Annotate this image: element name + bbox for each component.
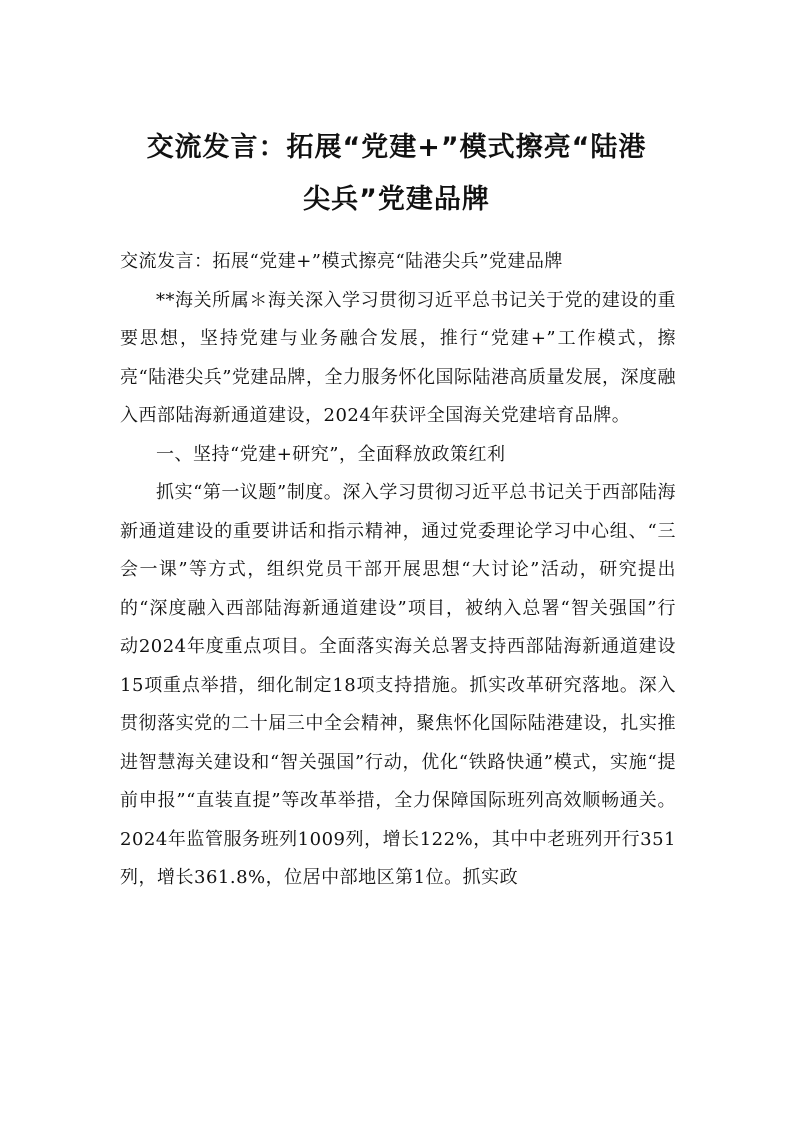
paragraph-intro: **海关所属＊海关深入学习贯彻习近平总书记关于党的建设的重要思想，坚持党建与业务融合发展，推行“党建+”工作模式，擦亮“陆港尖兵”党建品牌，全力服务怀化国际陆港高质量发展，深度融入西部陆海新通道建设，2024年获评全国海关党建培育品牌。 [120,289,676,426]
subtitle-line: 交流发言：拓展“党建+”模式擦亮“陆港尖兵”党建品牌 [120,251,563,272]
title-line-1: 交流发言：拓展“党建+”模式擦亮“陆港 [146,132,647,163]
document-body [120,243,676,898]
title-line-2: 尖兵”党建品牌 [303,184,490,215]
section-heading: 一、坚持“党建+研究”，全面释放政策红利 [156,443,506,465]
document-title [100,122,693,226]
paragraph-section-1: 抓实“第一议题”制度。深入学习贯彻习近平总书记关于西部陆海新通道建设的重要讲话和指示精神，通过党委理论学习中心组、“三会一课”等方式，组织党员干部开展思想“大讨论”活动，研究提出的“深度融入西部陆海新通道建设”项目，被纳入总署“智关强国”行动2024年度重点项目。全面落实海关总署支持西部陆海新通道建设15项重点举措，细化制定18项支持措施。抓实改革研究落地。深入贯彻落实党的二十届三中全会精神，聚焦怀化国际陆港建设，扎实推进智慧海关建设和“智关强国”行动，优化“铁路快通”模式，实施“提前申报”“直装直提”等改革举措，全力保障国际班列高效顺畅通关。2024年监管服务班列1009列，增长122%，其中中老班列开行351列，增长361.8%，位居中部地区第1位。抓实政 [120,482,676,888]
